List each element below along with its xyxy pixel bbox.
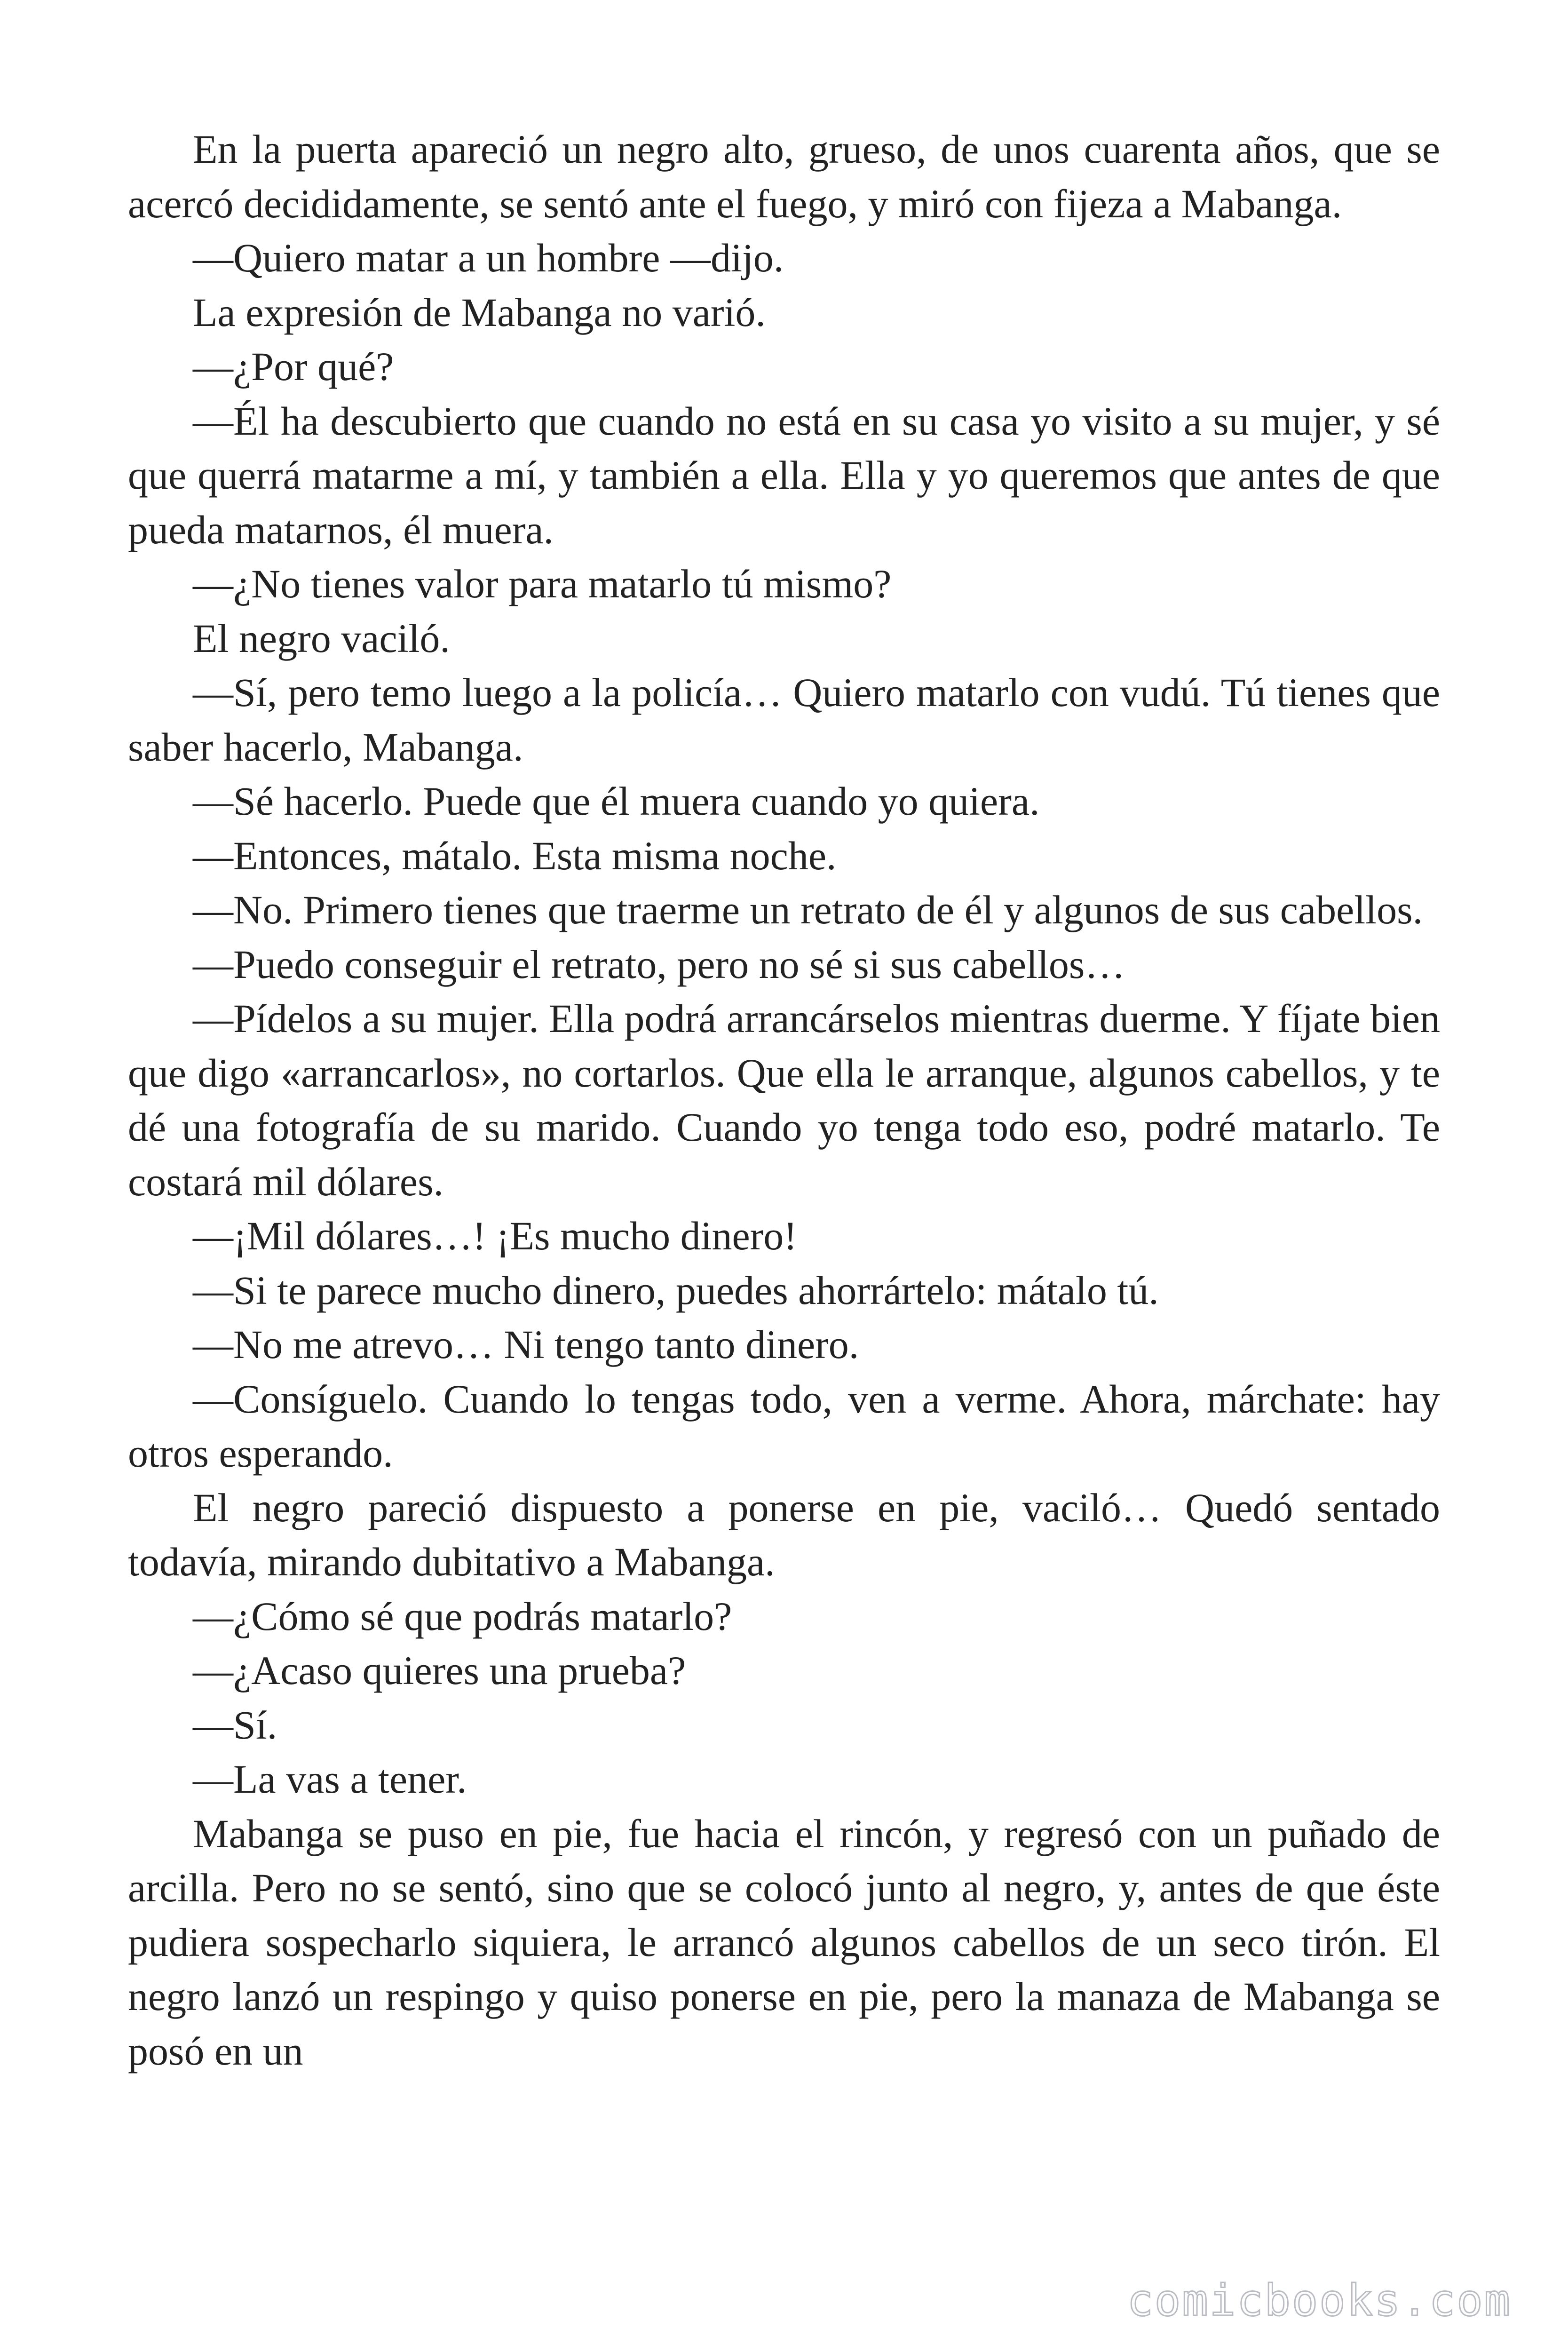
paragraph-21: —Sí. — [193, 1702, 277, 1748]
paragraph-2: —Quiero matar a un hombre —dijo. — [193, 235, 784, 280]
paragraph-9: —Sé hacerlo. Puede que él muera cuando yo quiera. — [193, 779, 1040, 824]
paragraph-22: —La vas a tener. — [193, 1756, 467, 1802]
paragraph-13: —Pídelos a su mujer. Ella podrá arrancárselos mientras duerme. Y fíjate bien que digo «arrancarlos», no cortarlos. Que ella le arranque, algunos cabellos, y te dé una fotografía de su marido. Cuando yo tenga todo eso, podré matarlo. Te costará mil dólares. — [128, 996, 1440, 1204]
paragraph-6: —¿No tienes valor para matarlo tú mismo? — [193, 561, 892, 606]
paragraph-8: —Sí, pero temo luego a la policía… Quiero matarlo con vudú. Tú tienes que saber hacerlo, Mabanga. — [128, 670, 1440, 770]
paragraph-17: —Consíguelo. Cuando lo tengas todo, ven a verme. Ahora, márchate: hay otros esperando. — [128, 1376, 1440, 1476]
paragraph-16: —No me atrevo… Ni tengo tanto dinero. — [193, 1322, 859, 1367]
paragraph-11: —No. Primero tienes que traerme un retrato de él y algunos de sus cabellos. — [193, 887, 1423, 932]
paragraph-19: —¿Cómo sé que podrás matarlo? — [193, 1593, 732, 1639]
paragraph-14: —¡Mil dólares…! ¡Es mucho dinero! — [193, 1213, 797, 1258]
paragraph-12: —Puedo conseguir el retrato, pero no sé si sus cabellos… — [193, 941, 1125, 987]
paragraph-18: El negro pareció dispuesto a ponerse en pie, vaciló… Quedó sentado todavía, mirando dubitativo a Mabanga. — [128, 1485, 1440, 1584]
paragraph-4: —¿Por qué? — [193, 344, 394, 389]
paragraph-1: En la puerta apareció un negro alto, grueso, de unos cuarenta años, que se acercó decididamente, se sentó ante el fuego, y miró con fijeza a Mabanga. — [128, 127, 1440, 226]
paragraph-23: Mabanga se puso en pie, fue hacia el rincón, y regresó con un puñado de arcilla. Pero no se sentó, sino que se colocó junto al negro, y, antes de que éste pudiera sospecharlo siquiera, le arrancó algunos cabellos de un seco tirón. El negro lanzó un respingo y quiso ponerse en pie, pero la manaza de Mabanga se posó en un — [128, 1811, 1440, 2074]
paragraph-7: El negro vaciló. — [193, 615, 450, 661]
paragraph-10: —Entonces, mátalo. Esta misma noche. — [193, 833, 837, 878]
paragraph-15: —Si te parece mucho dinero, puedes ahorrártelo: mátalo tú. — [193, 1267, 1159, 1313]
watermark: comicbooks.com — [1127, 2275, 1512, 2326]
page-text — [128, 122, 1440, 2078]
paragraph-20: —¿Acaso quieres una prueba? — [193, 1648, 686, 1693]
paragraph-3: La expresión de Mabanga no varió. — [193, 289, 766, 335]
paragraph-5: —Él ha descubierto que cuando no está en su casa yo visito a su mujer, y sé que querrá matarme a mí, y también a ella. Ella y yo queremos que antes de que pueda matarnos, él muera. — [128, 398, 1440, 552]
